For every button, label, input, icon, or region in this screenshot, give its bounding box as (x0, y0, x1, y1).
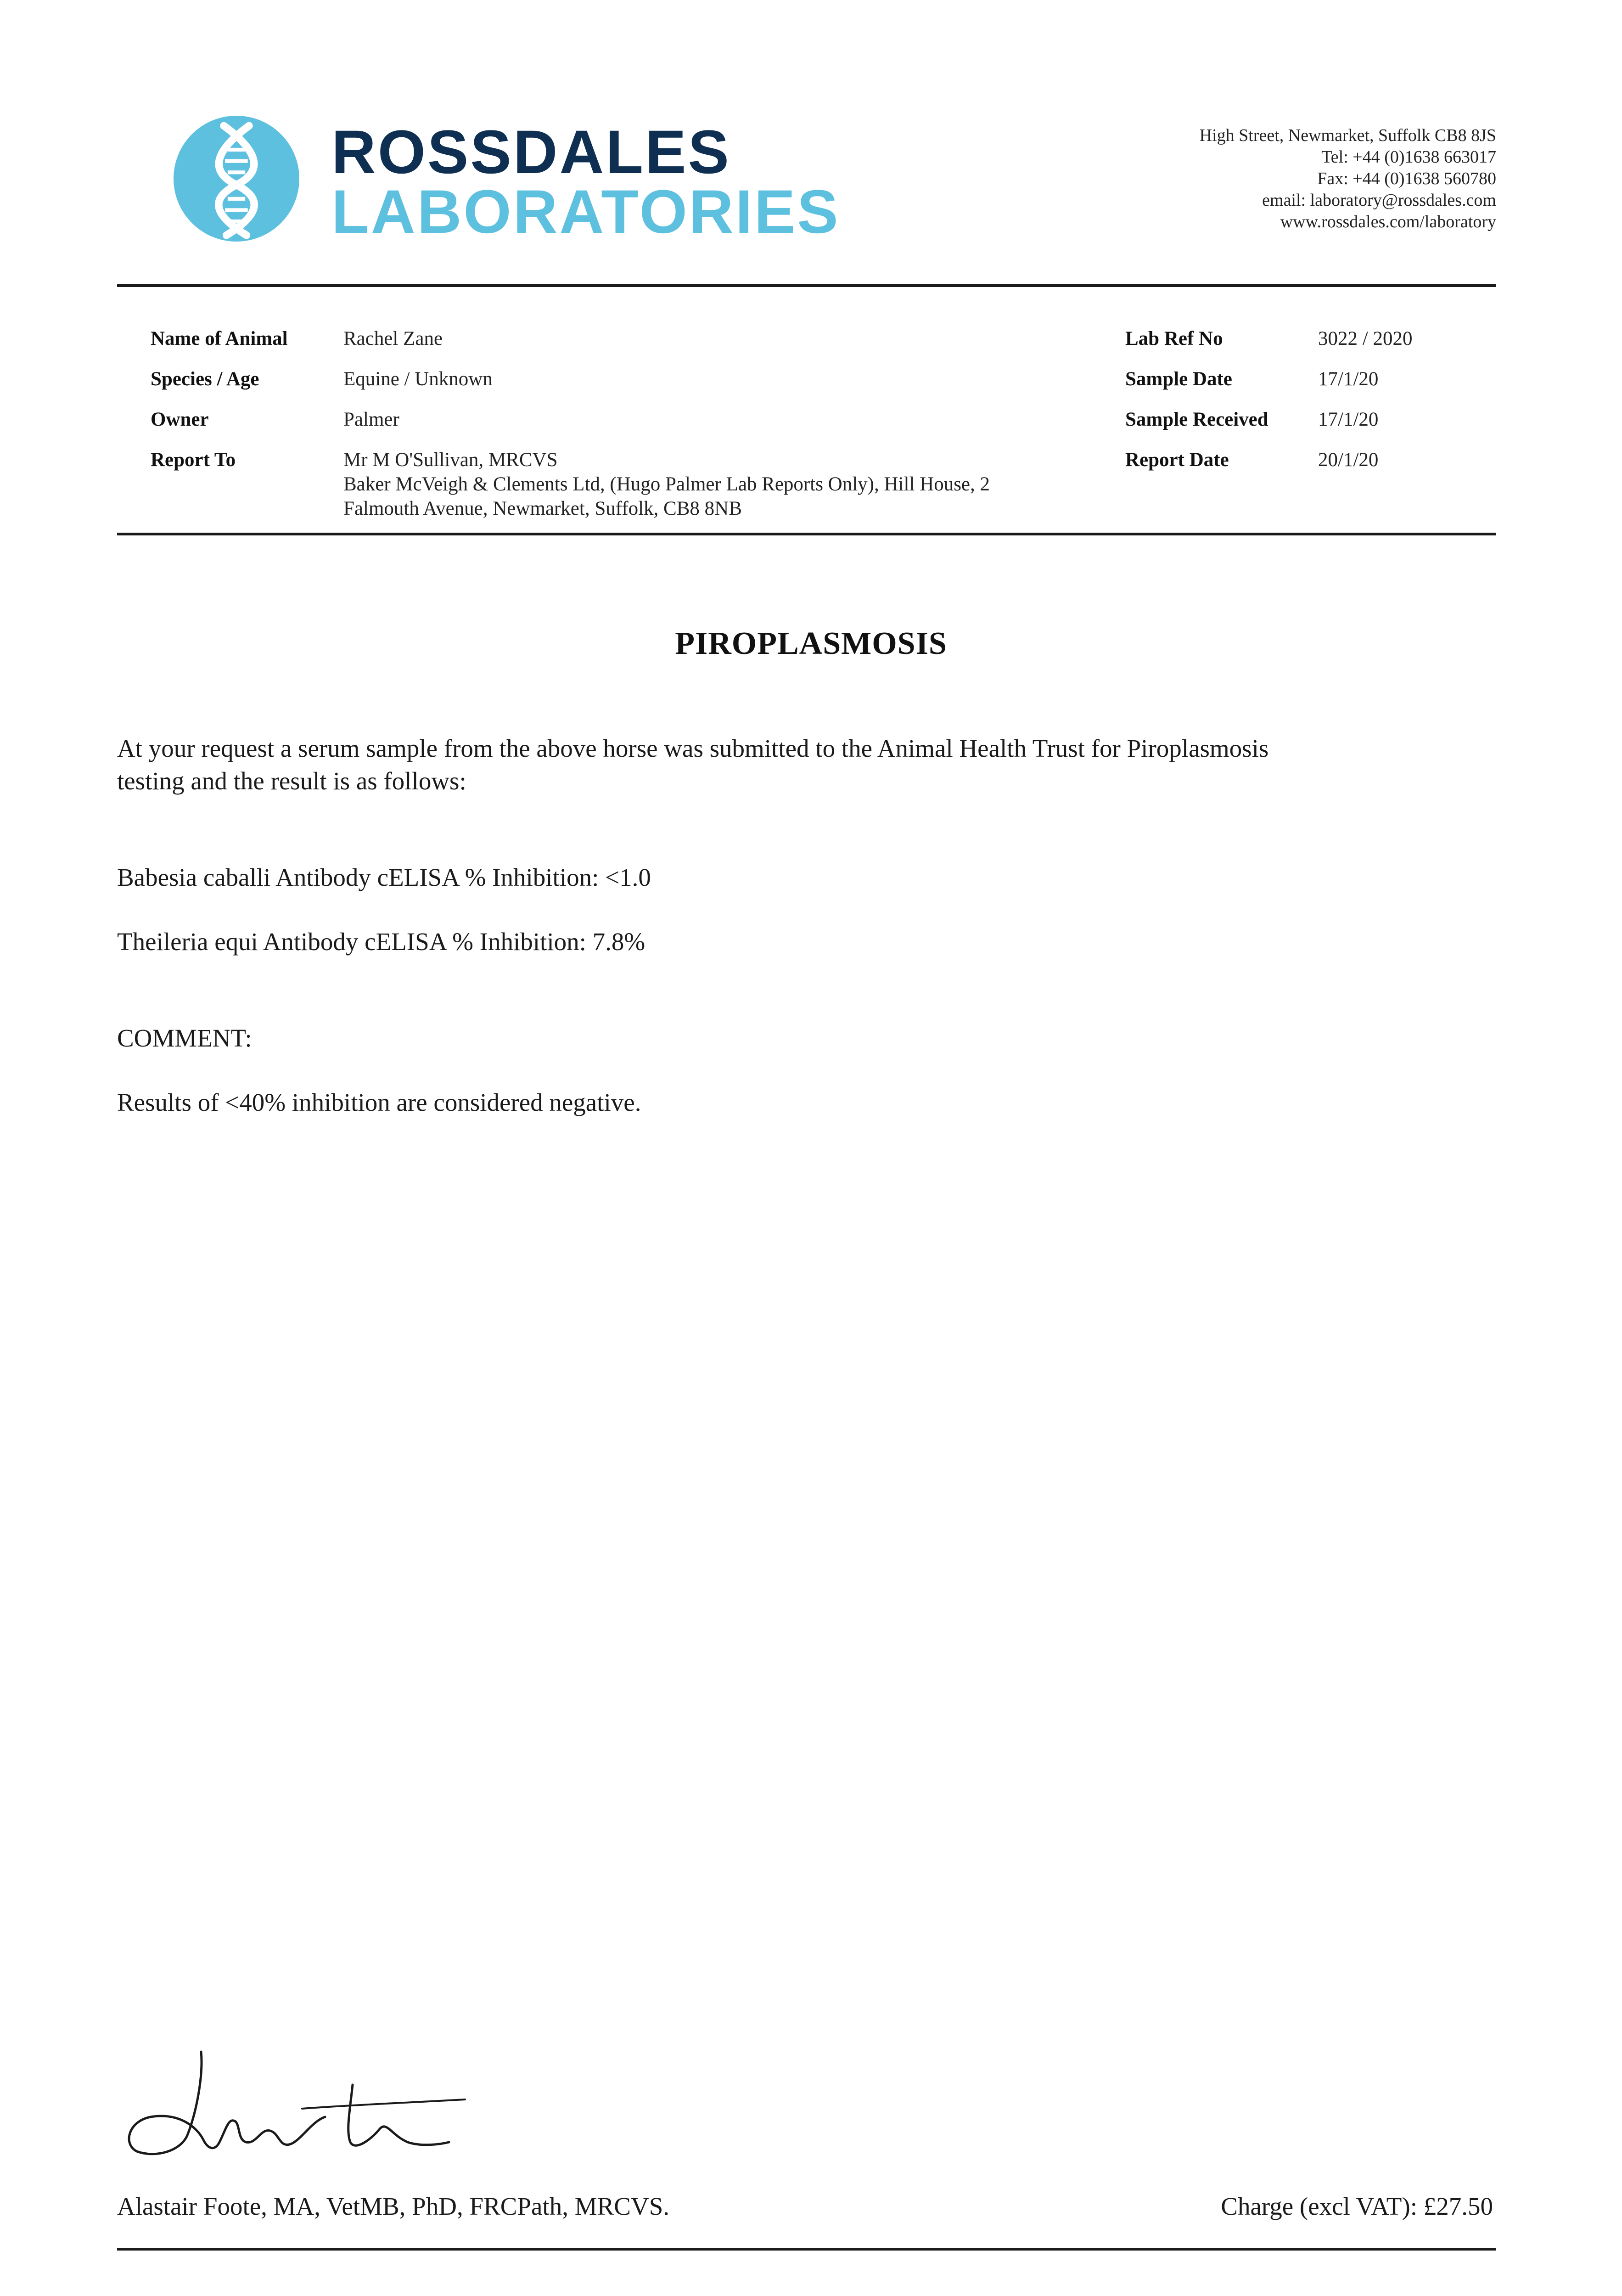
contact-fax: Fax: +44 (0)1638 560780 (1317, 169, 1496, 188)
charge-amount: Charge (excl VAT): £27.50 (1221, 2192, 1493, 2220)
label-species-age: Species / Age (151, 368, 259, 390)
contact-block (1200, 125, 1496, 233)
report-title: PIROPLASMOSIS (675, 626, 947, 661)
value-report-to-line1: Mr M O'Sullivan, MRCVS (343, 449, 558, 471)
intro-line-1: At your request a serum sample from the above horse was submitted to the Animal Health Trust for Piroplasmosis (117, 734, 1269, 762)
signatory-name: Alastair Foote, MA, VetMB, PhD, FRCPath, MRCVS. (117, 2192, 670, 2220)
details-divider (117, 533, 1496, 535)
value-species-age: Equine / Unknown (343, 368, 493, 390)
result-theileria-equi: Theileria equi Antibody cELISA % Inhibition: 7.8% (117, 928, 645, 956)
value-name-of-animal: Rachel Zane (343, 328, 443, 349)
logo-dna-icon (174, 116, 299, 242)
value-sample-received: 17/1/20 (1318, 409, 1379, 430)
brand-name-line1: ROSSDALES (331, 118, 731, 186)
comment-text: Results of <40% inhibition are considered negative. (117, 1088, 641, 1116)
label-owner: Owner (151, 409, 209, 430)
label-sample-date: Sample Date (1125, 368, 1232, 390)
label-report-date: Report Date (1125, 449, 1229, 471)
label-lab-ref-no: Lab Ref No (1125, 328, 1223, 349)
footer-divider (117, 2248, 1496, 2251)
header-divider (117, 284, 1496, 287)
label-report-to: Report To (151, 449, 236, 471)
label-name-of-animal: Name of Animal (151, 328, 288, 349)
contact-address: High Street, Newmarket, Suffolk CB8 8JS (1199, 126, 1496, 145)
contact-website[interactable]: www.rossdales.com/laboratory (1280, 212, 1496, 231)
value-owner: Palmer (343, 409, 399, 430)
brand-name-line2: LABORATORIES (331, 178, 840, 246)
contact-tel: Tel: +44 (0)1638 663017 (1321, 147, 1496, 167)
label-sample-received: Sample Received (1125, 409, 1268, 430)
value-report-date: 20/1/20 (1318, 449, 1379, 471)
comment-heading: COMMENT: (117, 1024, 252, 1052)
value-report-to-line2: Baker McVeigh & Clements Ltd, (Hugo Palmer Lab Reports Only), Hill House, 2 (343, 473, 990, 495)
contact-email[interactable]: email: laboratory@rossdales.com (1262, 191, 1496, 210)
value-sample-date: 17/1/20 (1318, 368, 1379, 390)
signature-image (123, 2048, 477, 2163)
value-lab-ref-no: 3022 / 2020 (1318, 328, 1413, 349)
value-report-to-line3: Falmouth Avenue, Newmarket, Suffolk, CB8 8NB (343, 498, 742, 519)
intro-line-2: testing and the result is as follows: (117, 767, 466, 795)
result-babesia-caballi: Babesia caballi Antibody cELISA % Inhibition: <1.0 (117, 863, 651, 891)
